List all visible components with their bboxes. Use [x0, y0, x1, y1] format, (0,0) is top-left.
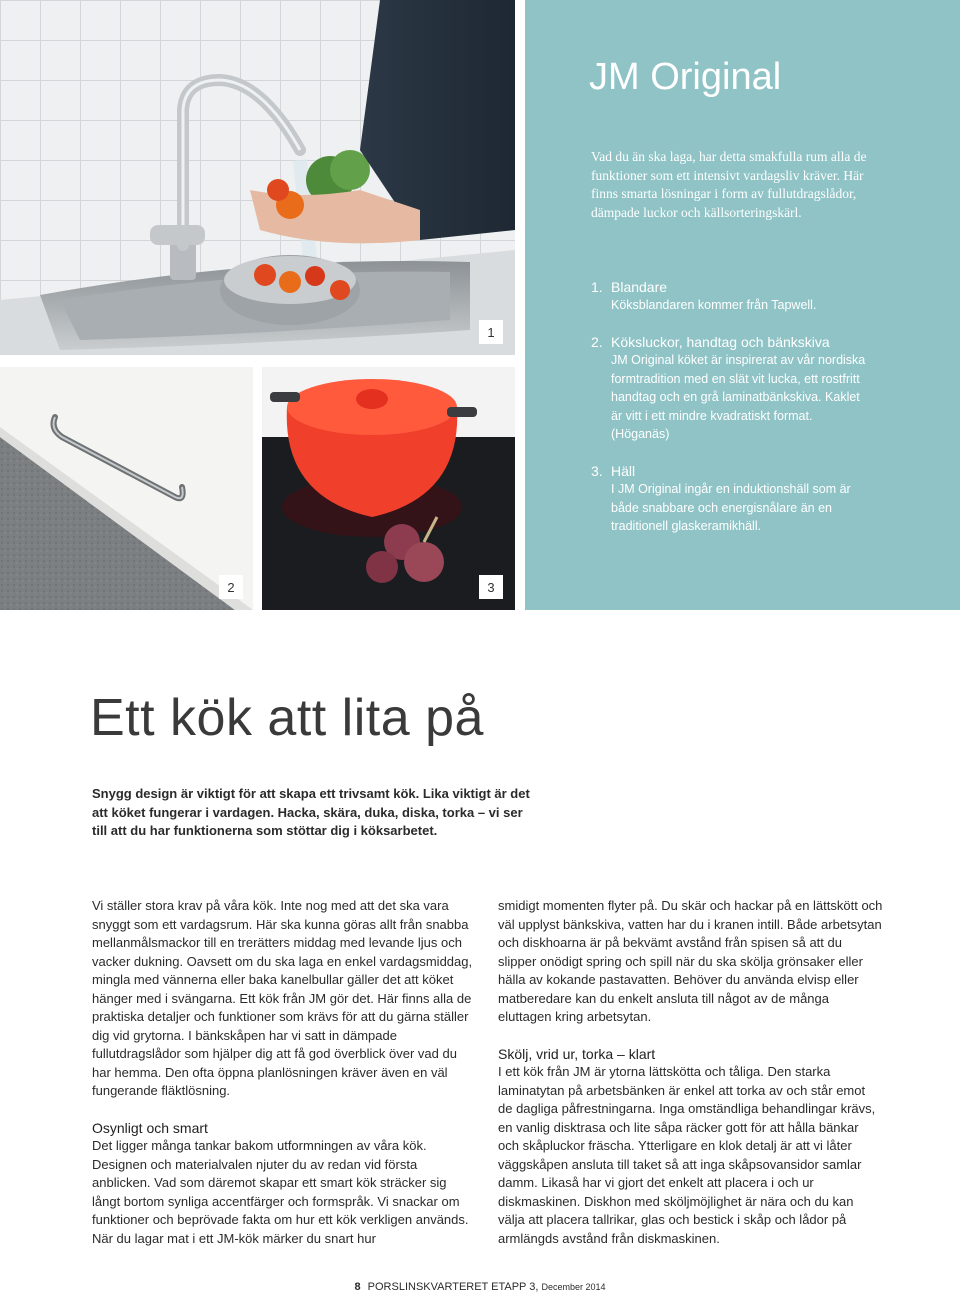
- feature-title: Blandare: [611, 279, 668, 295]
- panel-title: JM Original: [589, 56, 782, 98]
- article-column-left: [92, 897, 477, 1248]
- photo-faucet: [0, 0, 515, 355]
- feature-text: JM Original köket är inspirerat av vår nordiska formtradition med en slät vit lucka, ett rostfritt handtag och en grå laminatbänkskiva. Kaklet är vitt i ett mindre kvadratiskt format. (Höganäs): [611, 353, 866, 441]
- publication-date: December 2014: [541, 1282, 606, 1292]
- feature-number: 3.: [591, 463, 603, 479]
- pot-illustration: [262, 367, 515, 610]
- photo-pot: [262, 367, 515, 610]
- feature-item: [591, 462, 891, 536]
- feature-number: 1.: [591, 279, 603, 295]
- page-number: 8: [354, 1281, 361, 1293]
- article-lead: Snygg design är viktigt för att skapa ett trivsamt kök. Lika viktigt är det att köket fungerar i vardagen. Hacka, skära, duka, diska, torka – vi ser till att du har funktionerna som stöttar dig i köksarbetet.: [92, 786, 530, 838]
- handle-illustration: [0, 367, 253, 610]
- body-paragraph: Det ligger många tankar bakom utformningen av våra kök. Designen och materialvalen njuter du av redan vid första anblicken. Vad som däremot skapar ett smart kök sträcker sig långt bortom synliga accentfärger och formspråk. Vi snackar om funktioner och beprövade fakta om hur ett kök verkligen används. När du lagar mat i ett JM-kök märker du snart hur: [92, 1138, 469, 1246]
- feature-item: [591, 278, 891, 315]
- article-column-right: [498, 897, 883, 1248]
- article-headline: Ett kök att lita på: [90, 689, 484, 747]
- photo-number-badge: 1: [479, 320, 503, 344]
- body-paragraph: smidigt momenten flyter på. Du skär och hackar på en lättskött och väl upplyst bänkskiva, vatten har du i kranen intill. Både arbetsytan och diskhoarna är på bekvämt avstånd från spisen så att du slipper onödigt spring och spill när du ska skölja grönsaker eller hälla av kokande pastavatten. Behöver du använda elvisp eller matberedare kan du enkelt ansluta till något av de många eluttagen kring arbetsytan.: [498, 898, 883, 1024]
- body-paragraph: I ett kök från JM är ytorna lättskötta och tåliga. Den starka laminatytan på arbetsbänken är enkel att torka av och står emot de dagliga påfrestningarna. Inga omständliga behandlingar krävs, en vanlig disktrasa och lite såpa räcker gott för att hålla bänkar och skåpluckor fräscha. Ytterligare en klok detalj är att vi låter väggskåpen ansluta till taket så att inga skåpsovansidor samlar damm. Likaså har vi gjort det enkelt att placera i och ur diskmaskinen. Diskhon med sköljmöjlighet är nära och du kan välja att placera tallrikar, glas och bestick i skåp och lådor på armlängds avstånd från diskmaskinen.: [498, 1064, 876, 1246]
- feature-item: [591, 333, 891, 444]
- feature-text: I JM Original ingår en induktionshäll som är både snabbare och energisnålare än en traditionell glaskeramikhäll.: [611, 482, 851, 533]
- feature-title: Häll: [611, 463, 636, 479]
- page-footer: [0, 1281, 960, 1293]
- feature-title: Köksluckor, handtag och bänkskiva: [611, 334, 830, 350]
- body-paragraph: Vi ställer stora krav på våra kök. Inte nog med att det ska vara snyggt som ett vardagsrum. Här ska kunna göras allt från snabba mellanmålsmackor till en trerätters middag med levande ljus och vacker dukning. Oavsett om du ska laga en enkel vardagsmiddag, mingla med vännerna eller baka kanelbullar gäller det att köket hänger med i svängarna. Ett kök från JM gör det. Här finns alla de praktiska detaljer och funktioner som krävs för att du gärna ställer dig vid grytorna. I bänkskåpen har vi satt in dämpade fullutdragslådor som hjälper dig att få god överblick över vad du har hemma. Den ofta öppna planlösningen kräver även en väl fungerande fläktlösning.: [92, 898, 473, 1098]
- photo-number-badge: 3: [479, 575, 503, 599]
- feature-number: 2.: [591, 334, 603, 350]
- photo-number-badge: 2: [219, 575, 243, 599]
- subheading: Skölj, vrid ur, torka – klart: [498, 1045, 656, 1062]
- photo-handle: [0, 367, 253, 610]
- panel-intro: Vad du än ska laga, har detta smakfulla rum alla de funktioner som ett intensivt vardagsliv kräver. Här finns smarta lösningar i form av fullutdragslådor, dämpade luckor och källsorteringskärl.: [591, 149, 867, 220]
- faucet-illustration: [0, 0, 515, 355]
- feature-text: Köksblandaren kommer från Tapwell.: [611, 298, 817, 312]
- info-panel: [525, 0, 960, 610]
- publication-name: PORSLINSKVARTERET ETAPP 3,: [367, 1281, 539, 1293]
- subheading: Osynligt och smart: [92, 1119, 208, 1136]
